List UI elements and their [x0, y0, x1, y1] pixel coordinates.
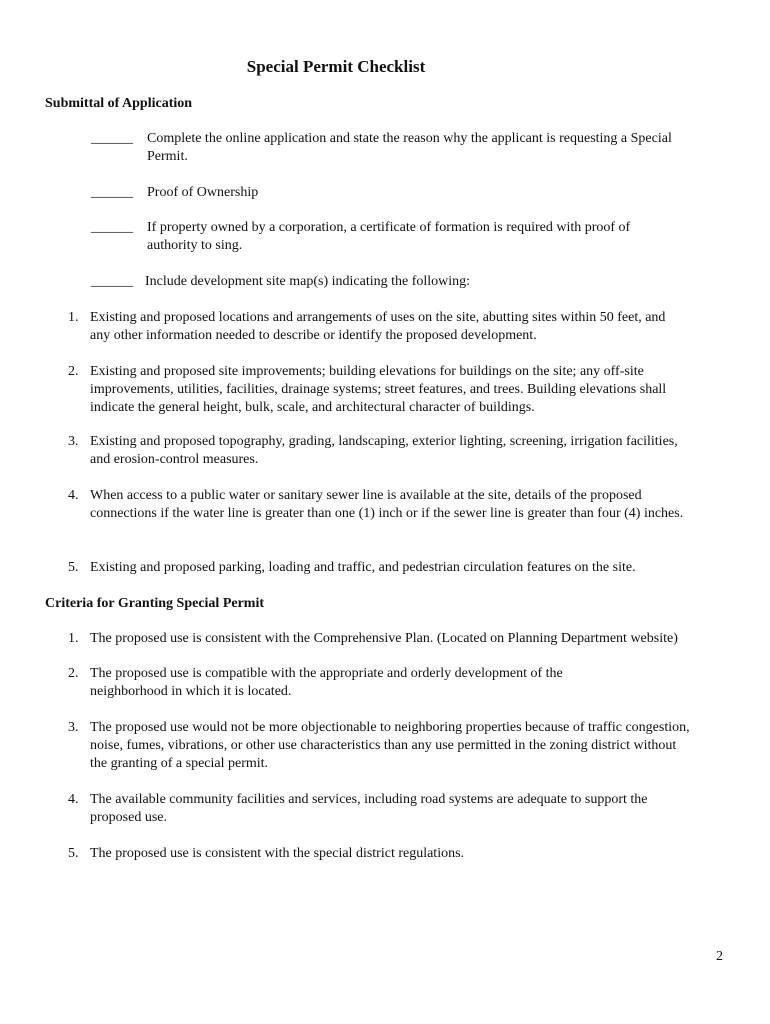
- list-text: Existing and proposed locations and arrangements of uses on the site, abutting sites within 50 feet, and any other information needed to describe or identify the proposed development.: [90, 310, 666, 343]
- list-number: 2.: [68, 364, 79, 379]
- list-item: [68, 665, 628, 701]
- list-number: 1.: [68, 631, 79, 646]
- list-number: 5.: [68, 846, 79, 861]
- list-text: Existing and proposed topography, grading, landscaping, exterior lighting, screening, irrigation facilities, and erosion-control measures.: [90, 434, 678, 467]
- checklist-blank: ______: [91, 185, 133, 200]
- checklist-text: Include development site map(s) indicating the following:: [145, 274, 471, 289]
- list-text: The proposed use would not be more objectionable to neighboring properties because of traffic congestion, noise, fumes, vibrations, or other use characteristics than any use permitted in the zoning district without the granting of a special permit.: [90, 720, 690, 771]
- list-text: The proposed use is consistent with the special district regulations.: [90, 846, 465, 861]
- checklist-text: If property owned by a corporation, a certificate of formation is required with proof of authority to sing.: [147, 220, 631, 253]
- checklist-blank: ______: [91, 220, 133, 235]
- list-item: [68, 559, 728, 577]
- list-number: 5.: [68, 560, 79, 575]
- list-text: Existing and proposed parking, loading and traffic, and pedestrian circulation features on the site.: [90, 560, 636, 575]
- checklist-item: [91, 273, 691, 291]
- checklist-blank: ______: [91, 274, 133, 289]
- list-number: 4.: [68, 792, 79, 807]
- list-item: [68, 845, 728, 863]
- list-text: When access to a public water or sanitary sewer line is available at the site, details of the proposed connections if the water line is greater than one (1) inch or if the sewer line is greater than four (4) inches.: [90, 488, 684, 521]
- submittal-heading: Submittal of Application: [45, 96, 193, 111]
- list-item: [68, 433, 692, 469]
- list-text: The proposed use is consistent with the Comprehensive Plan. (Located on Planning Department website): [90, 631, 678, 646]
- list-number: 3.: [68, 720, 79, 735]
- checklist-blank: ______: [91, 131, 133, 146]
- list-item: [68, 363, 692, 417]
- list-text: The proposed use is compatible with the appropriate and orderly development of the neighborhood in which it is located.: [90, 666, 563, 699]
- list-item: [68, 719, 692, 773]
- page-number: 2: [716, 949, 723, 964]
- checklist-text: Complete the online application and state the reason why the applicant is requesting a Special Permit.: [147, 131, 672, 164]
- list-number: 2.: [68, 666, 79, 681]
- list-item: [68, 791, 692, 827]
- criteria-heading: Criteria for Granting Special Permit: [45, 596, 265, 611]
- checklist-item: [91, 130, 681, 166]
- list-number: 3.: [68, 434, 79, 449]
- checklist-text: Proof of Ownership: [147, 185, 259, 200]
- list-item: [68, 487, 692, 523]
- list-item: [68, 630, 748, 648]
- checklist-item: [91, 184, 681, 202]
- list-number: 1.: [68, 310, 79, 325]
- checklist-item: [91, 219, 681, 255]
- list-text: Existing and proposed site improvements; building elevations for buildings on the site; any off-site improvements, utilities, facilities, drainage systems; street features, and trees. Building elevations shall indicate the general height, bulk, scale, and architectural character of buildings.: [90, 364, 667, 415]
- list-text: The available community facilities and services, including road systems are adequate to support the proposed use.: [90, 792, 648, 825]
- page-title: Special Permit Checklist: [246, 57, 426, 76]
- list-number: 4.: [68, 488, 79, 503]
- list-item: [68, 309, 680, 345]
